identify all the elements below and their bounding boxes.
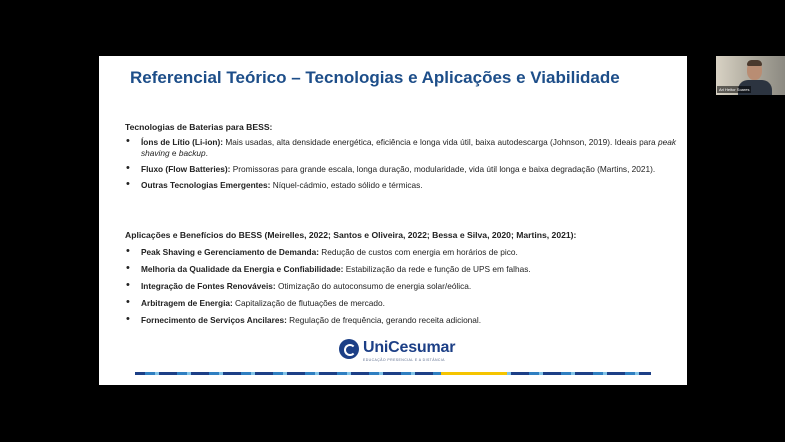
footer-bar-accent: [441, 372, 507, 375]
bullet-icon: •: [126, 313, 130, 325]
list-item: • Fluxo (Flow Batteries): Promissoras para grande escala, longa duração, modularidade, vida útil longa e baixa degradação (Martins, 2021).: [126, 162, 656, 174]
participant-video-thumbnail[interactable]: [716, 56, 785, 95]
list-item: • Arbitragem de Energia: Capitalização de flutuações de mercado.: [126, 296, 385, 308]
section-heading-applications: Aplicações e Benefícios do BESS (Meirelles, 2022; Santos e Oliveira, 2022; Bessa e Silva, 2020; Martins, 2021):: [125, 230, 577, 240]
logo-text: UniCesumar: [363, 339, 456, 356]
logo-mark-icon: [339, 339, 359, 359]
unicesumar-logo: [339, 338, 479, 366]
participant-hair: [747, 60, 762, 66]
bullet-icon: •: [126, 135, 130, 147]
presentation-slide: [99, 56, 687, 385]
list-item: • Peak Shaving e Gerenciamento de Demanda: Redução de custos com energia em horários de pico.: [126, 245, 518, 257]
section-heading-technologies: Tecnologias de Baterias para BESS:: [125, 122, 273, 132]
bullet-icon: •: [126, 296, 130, 308]
technologies-list: [125, 137, 680, 191]
list-item: • Melhoria da Qualidade da Energia e Confiabilidade: Estabilização da rede e função de UPS em falhas.: [126, 262, 531, 274]
list-item: • Outras Tecnologias Emergentes: Níquel-cádmio, estado sólido e térmicas.: [126, 178, 423, 190]
logo-tagline: EDUCAÇÃO PRESENCIAL E A DISTÂNCIA: [363, 358, 445, 362]
bullet-icon: •: [126, 162, 130, 174]
list-item: • Fornecimento de Serviços Ancilares: Regulação de frequência, gerando receita adicional.: [126, 313, 482, 325]
bullet-icon: •: [126, 178, 130, 190]
list-item: • Íons de Lítio (Li-ion): Mais usadas, alta densidade energética, eficiência e longa vida útil, baixa autodescarga (Johnson, 2019). Ideais para peak shaving e backup.: [126, 135, 676, 158]
bullet-icon: •: [126, 262, 130, 274]
participant-name-label: Ari Heitor Soares: [719, 87, 750, 92]
decorative-footer-bar: [135, 372, 651, 375]
list-item: • Integração de Fontes Renováveis: Otimização do autoconsumo de energia solar/eólica.: [126, 279, 472, 291]
slide-title: Referencial Teórico – Tecnologias e Aplicações e Viabilidade: [130, 68, 620, 87]
bullet-icon: •: [126, 245, 130, 257]
applications-list: [125, 247, 680, 326]
bullet-icon: •: [126, 279, 130, 291]
